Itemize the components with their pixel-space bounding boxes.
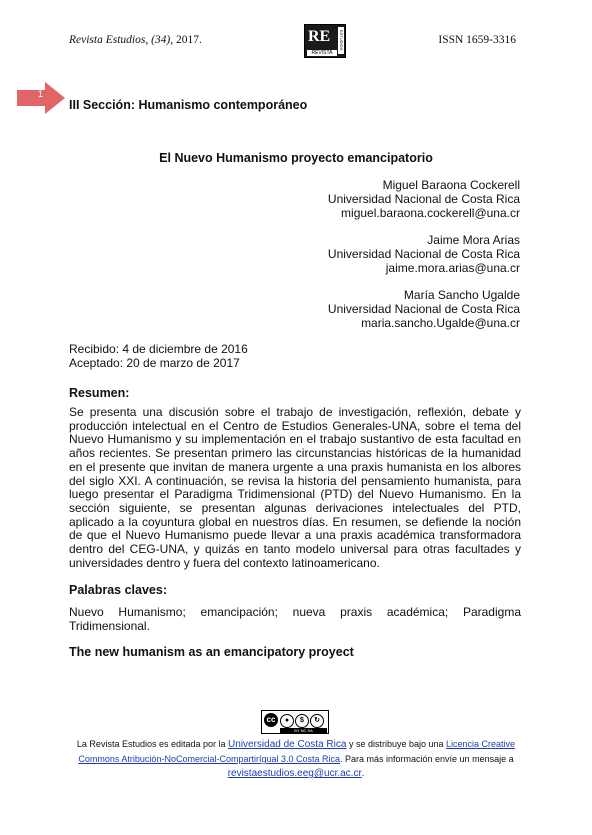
journal-year: 2017. (176, 34, 202, 46)
cc-badge-label: BY NC SA (280, 728, 327, 733)
issn: ISSN 1659-3316 (438, 34, 516, 46)
author-name: María Sancho Ugalde (403, 288, 520, 302)
sa-icon: ↻ (310, 714, 324, 728)
journal-issue: Revista Estudios, (34), (69, 34, 174, 46)
author-block (328, 178, 520, 220)
license-link[interactable]: Licencia Creative Commons Atribución-NoComercial-CompartirIgual 3.0 Costa Rica (78, 739, 516, 764)
by-icon: ● (280, 714, 294, 728)
author-email: maria.sancho.Ugalde@una.cr (361, 316, 520, 330)
received-date: Recibido: 4 de diciembre de 2016 (69, 342, 248, 356)
annotation-number: 1 (38, 89, 44, 99)
article-title: El Nuevo Humanismo proyecto emancipatorio (159, 151, 433, 165)
license-notice (72, 737, 520, 781)
cc-license-badge[interactable] (261, 710, 329, 734)
keywords-heading: Palabras claves: (69, 583, 167, 597)
cc-icon: cc (264, 713, 278, 727)
keywords-text: Nuevo Humanismo; emancipación; nueva praxis académica; Paradigma Tridimensional. (69, 605, 521, 633)
license-text: La Revista Estudios es editada por la (76, 739, 226, 749)
section-heading: III Sección: Humanismo contemporáneo (69, 98, 308, 112)
journal-logo (304, 24, 346, 58)
logo-mark: RE (308, 28, 331, 45)
email-link[interactable]: revistaestudios.eeg@ucr.ac.cr (227, 768, 362, 779)
author-email: jaime.mora.arias@una.cr (385, 261, 520, 275)
dates (69, 342, 248, 370)
author-block (328, 288, 520, 330)
author-email: miguel.baraona.cockerell@una.cr (341, 206, 520, 220)
license-text: . (361, 768, 365, 778)
logo-label: REVISTA (307, 50, 337, 56)
abstract-heading: Resumen: (69, 386, 130, 400)
logo-side-label: ESTUDIOS (338, 27, 344, 54)
author-affiliation: Universidad Nacional de Costa Rica (327, 302, 520, 316)
accepted-date: Aceptado: 20 de marzo de 2017 (69, 356, 240, 370)
abstract-text: Se presenta una discusión sobre el trabajo de investigación, reflexión, debate y producción intelectual en el Centro de Estudios Generales-UNA, sobre el tema del Nuevo Humanismo y su implementación en el trabajo sustantivo de esta facultad en años recientes. Se presentan primero las circunstancias históricas de la humanidad en el presente que invitan de manera urgente a una praxis humanista en los albores del siglo XXI. A continuación, se revisa la historia del pensamiento humanista, para luego presentar el Paradigma Tridimensional (PTD) del Nuevo Humanismo. En la sección siguiente, se presentan algunas derivaciones intelectuales del PTD, aplicado a la coyuntura global en nuestros días. En resumen, se defiende la noción de que el Nuevo Humanismo puede llevar a una praxis académica transformadora dentro del CEG-UNA, y quizás en tanto modelo universal para otras facultades y universidades dentro y fuera del contexto latinoamericano. (69, 405, 521, 570)
author-affiliation: Universidad Nacional de Costa Rica (327, 192, 520, 206)
author-name: Jaime Mora Arias (427, 233, 520, 247)
journal-citation (69, 34, 202, 46)
license-text: . Para más información envíe un mensaje a (340, 754, 514, 764)
author-affiliation: Universidad Nacional de Costa Rica (327, 247, 520, 261)
english-title: The new humanism as an emancipatory proyect (69, 645, 354, 659)
ucr-link[interactable]: Universidad de Costa Rica (228, 739, 347, 750)
nc-icon: $ (295, 714, 309, 728)
author-block (328, 233, 520, 275)
license-text: y se distribuye bajo una (348, 739, 444, 749)
author-name: Miguel Baraona Cockerell (382, 178, 520, 192)
